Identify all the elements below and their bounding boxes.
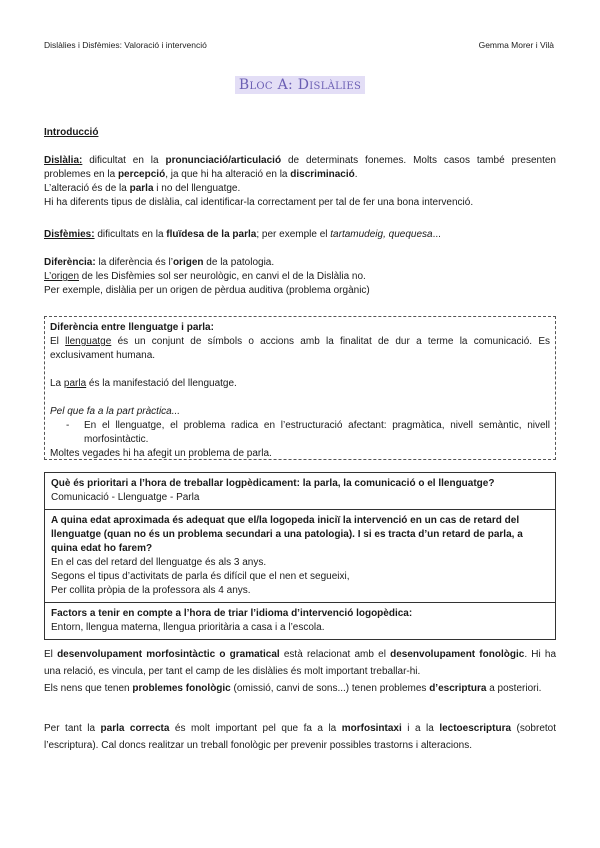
bold-text: fluïdesa de la parla xyxy=(166,229,257,240)
question-row xyxy=(45,603,555,639)
bold-text: parla correcta xyxy=(100,723,170,734)
diferencia-section xyxy=(44,256,556,298)
bold-text: desenvolupament fonològic xyxy=(390,649,525,660)
text: i no del llenguatge. xyxy=(153,183,241,194)
question-row xyxy=(45,473,555,510)
paragraph-desenvolupament xyxy=(44,646,556,697)
bold-text: origen xyxy=(172,257,204,268)
bold-text: d’escriptura xyxy=(429,683,487,694)
text: ... xyxy=(432,229,441,240)
diferencia-line2 xyxy=(44,270,556,284)
question-text: Què és prioritari a l’hora de treballar logpèdicament: la parla, la comunicació o el llenguatge? xyxy=(51,478,495,489)
answer-text: Segons el tipus d’activitats de parla és difícil que el nen et segueixi, xyxy=(51,571,350,582)
box-bullet xyxy=(66,419,550,447)
underlined-text: parla xyxy=(63,378,87,389)
diferencia-line1 xyxy=(44,256,556,270)
box-paragraph-4: Moltes vegades hi ha afegit un problema de parla. xyxy=(50,448,272,459)
underlined-text: llenguatge xyxy=(65,336,112,347)
bold-text: lectoescriptura xyxy=(439,723,512,734)
text: de les Disfèmies sol ser neurològic, en canvi el de la Dislàlia no. xyxy=(79,271,366,282)
text: , ja que hi ha alteració en la xyxy=(165,169,291,180)
disfemies-section xyxy=(44,228,556,242)
question-row xyxy=(45,510,555,603)
text: ; per exemple el xyxy=(256,229,331,240)
dislalia-definition xyxy=(44,154,556,182)
dislalia-line3: Hi ha diferents tipus de dislàlia, cal identificar-la correctament per tal de fer una bona intervenció. xyxy=(44,197,474,208)
text: (sobretot l’escriptura). Cal doncs realitzar un treball fonològic per prevenir possibles trastorns i alteracions. xyxy=(44,723,556,751)
questions-table xyxy=(44,472,556,640)
text: . Hi ha una relació, es vincula, per tant el camp de les dislàlies és molt important treballar-hi. xyxy=(44,649,557,677)
box-paragraph-3: Pel que fa a la part pràctica... xyxy=(50,406,181,417)
text: dificultat en la xyxy=(82,155,166,166)
paragraph-parla-correcta xyxy=(44,720,556,754)
text: (omissió, canvi de sons...) tenen problemes xyxy=(230,683,430,694)
text: Els nens que tenen xyxy=(44,683,133,694)
question-text: A quina edat aproximada és adequat que el/la logopeda iniciï la intervenció en un cas de retard del llenguatge (quan no és un problema secundari a una patologia). I si es tracta d’un retard de parla, a quina edat ho farem? xyxy=(51,515,523,554)
text: és un conjunt de símbols o accions amb la finalitat de dur a terme la comunicació. Es exclusivament humana. xyxy=(50,336,551,361)
llenguatge-parla-box xyxy=(44,316,556,460)
box-paragraph-1 xyxy=(50,335,550,363)
italic-text: tartamudeig, quequesa xyxy=(330,229,433,240)
paragraph-1a xyxy=(44,646,556,680)
dislalia-term: Dislàlia: xyxy=(44,155,83,166)
text: i a la xyxy=(401,723,440,734)
bold-text: parla xyxy=(129,183,154,194)
bold-text: desenvolupament morfosintàctic o gramatical xyxy=(57,649,280,660)
text: . xyxy=(354,169,358,180)
box-paragraph-2 xyxy=(50,377,550,391)
text: de determinats fonemes. Molts casos també presenten problemes en la xyxy=(44,155,556,180)
diferencia-line3: Per exemple, dislàlia per un origen de pèrdua auditiva (problema orgànic) xyxy=(44,285,370,296)
box-heading: Diferència entre llenguatge i parla: xyxy=(50,322,214,333)
diferencia-term: Diferència: xyxy=(44,257,96,268)
bullet-dash: - xyxy=(66,420,70,431)
answer-text: Entorn, llengua materna, llengua prioritària a casa i a l’escola. xyxy=(51,622,325,633)
text: la diferència és l’ xyxy=(95,257,173,268)
text: La xyxy=(50,378,64,389)
text: dificultats en la xyxy=(94,229,167,240)
text: és molt important pel que fa a la xyxy=(169,723,342,734)
text: El xyxy=(50,336,66,347)
header-right: Gemma Morer i Vilà xyxy=(478,40,554,50)
underlined-text: L’origen xyxy=(44,271,80,282)
text: a posteriori. xyxy=(486,683,542,694)
text: Per tant la xyxy=(44,723,101,734)
text: de la patologia. xyxy=(203,257,275,268)
paragraph-2 xyxy=(44,720,556,754)
bullet-text: En el llenguatge, el problema radica en l’estructuració afectant: pragmàtica, nivell semàntic, nivell morfosintàctic. xyxy=(84,420,550,445)
disfemies-definition xyxy=(44,228,556,242)
dislalia-line2 xyxy=(44,182,556,196)
text: està relacionat amb el xyxy=(279,649,391,660)
text: L’alteració és de la xyxy=(44,183,130,194)
bold-text: morfosintaxi xyxy=(341,723,402,734)
answer-text: Comunicació - Llenguatge - Parla xyxy=(51,492,200,503)
dislalia-section xyxy=(44,154,556,210)
answer-text: Per collita pròpia de la professora als 4 anys. xyxy=(51,585,251,596)
text: és la manifestació del llenguatge. xyxy=(86,378,237,389)
answer-text: En el cas del retard del llenguatge és als 3 anys. xyxy=(51,557,267,568)
header-left: Dislàlies i Disfèmies: Valoració i intervenció xyxy=(44,40,207,50)
bold-text: percepció xyxy=(117,169,166,180)
page-title-text: Bloc A: Dislàlies xyxy=(235,76,365,94)
paragraph-1b xyxy=(44,680,556,697)
page-title xyxy=(0,78,600,92)
question-text: Factors a tenir en compte a l’hora de triar l’idioma d’intervenció logopèdica: xyxy=(51,608,413,619)
bold-text: pronunciació/articulació xyxy=(165,155,282,166)
disfemies-term: Disfèmies: xyxy=(44,229,95,240)
text: El xyxy=(44,649,58,660)
bold-text: problemes fonològic xyxy=(132,683,231,694)
bold-text: discriminació xyxy=(290,169,355,180)
intro-heading: Introducció xyxy=(44,127,99,138)
